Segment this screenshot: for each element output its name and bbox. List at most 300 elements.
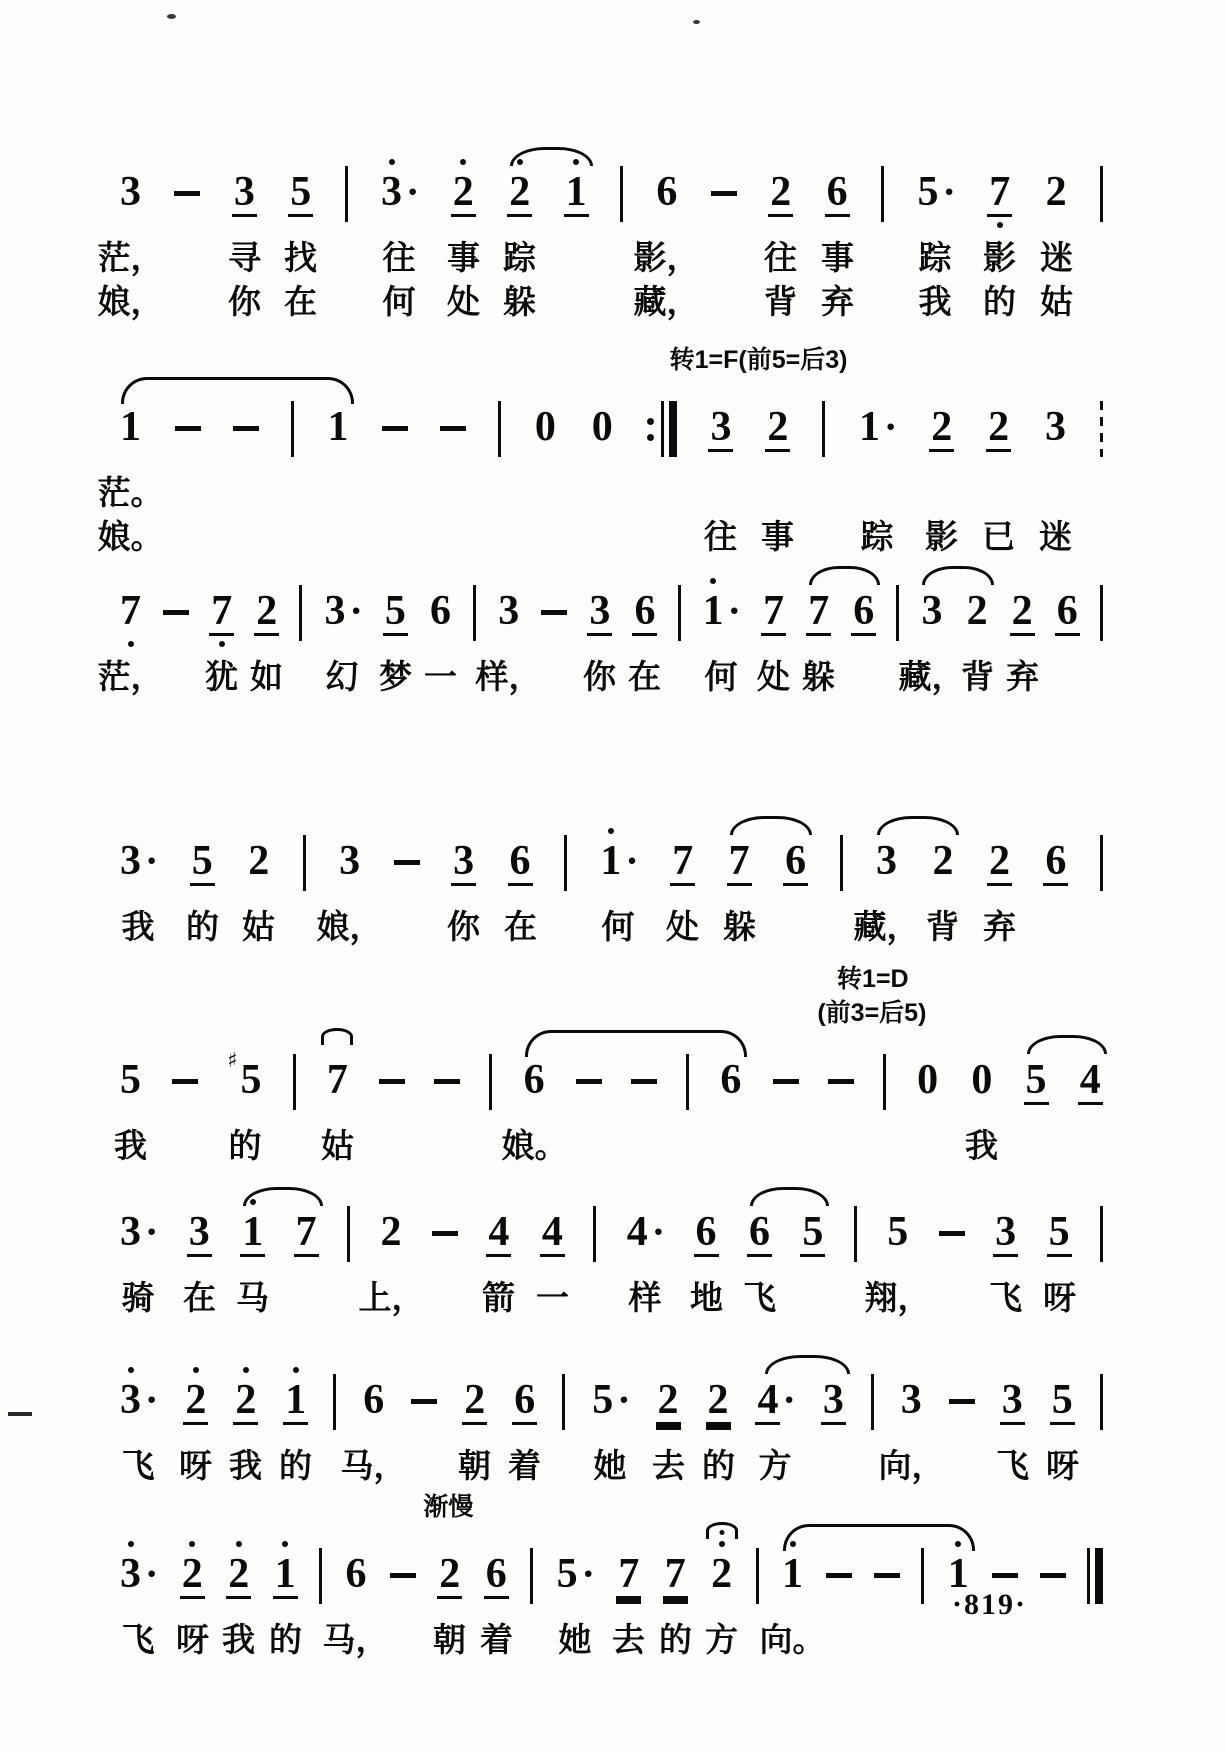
note xyxy=(747,1210,772,1257)
note-digit: 2 xyxy=(180,1552,205,1599)
note xyxy=(1078,1058,1103,1105)
note-digit: 2 xyxy=(507,170,532,217)
note xyxy=(765,405,790,452)
lyric-syllable: 箭 xyxy=(482,1279,515,1316)
note-digit: 2 xyxy=(1045,169,1067,215)
octave-dot-high xyxy=(460,159,466,165)
dash-note xyxy=(172,1079,198,1084)
note xyxy=(874,839,899,883)
augmentation-dot: · xyxy=(651,1209,666,1254)
note-digit: 2 xyxy=(932,838,954,884)
note xyxy=(780,1552,805,1596)
note xyxy=(118,1058,143,1102)
lyric-syllable: 我 xyxy=(121,908,155,945)
lyric-syllable: 呀 xyxy=(1043,1279,1076,1316)
lyric-syllable: 寻 xyxy=(228,239,261,276)
note xyxy=(294,1210,319,1257)
lyric-syllable: 呀 xyxy=(179,1447,212,1484)
note-digit: 4 xyxy=(1079,1057,1101,1103)
note xyxy=(233,1378,258,1425)
lyric-syllable: 我 xyxy=(222,1621,255,1658)
lyric-row xyxy=(97,280,1103,324)
annotation-row xyxy=(118,343,1103,377)
note-digit: 7 xyxy=(763,588,785,634)
barline xyxy=(881,166,884,222)
lyric-syllable: 如 xyxy=(250,658,283,695)
note-digit: 0 xyxy=(534,404,556,450)
note-digit: 7 xyxy=(808,588,830,634)
note-digit: 2 xyxy=(707,1377,729,1423)
lyric-syllable: 一 xyxy=(536,1279,569,1316)
note-digit: 1 xyxy=(780,1552,805,1596)
slur-tie-arc xyxy=(783,1524,975,1551)
augmentation-dot: · xyxy=(625,838,639,883)
lyric-syllable: 马， xyxy=(322,1621,389,1658)
note xyxy=(343,1552,368,1596)
lyric-syllable: 背 xyxy=(961,658,994,695)
note-digit: 6 xyxy=(523,1057,545,1103)
lyric-syllable: 踪 xyxy=(918,239,952,276)
note xyxy=(486,1210,511,1257)
barline xyxy=(319,1548,322,1604)
note xyxy=(118,405,143,449)
note xyxy=(322,589,362,633)
augmentation-dot: · xyxy=(727,588,741,633)
music-system xyxy=(97,343,1103,559)
lyric-syllable: 躲 xyxy=(723,908,756,945)
scan-speck xyxy=(167,14,176,19)
dash-note xyxy=(440,426,466,431)
augmentation-dot: · xyxy=(145,1377,159,1422)
lyric-syllable: 弃 xyxy=(983,908,1016,945)
note-digit: 6 xyxy=(430,588,451,634)
note xyxy=(325,1058,350,1102)
note-digit: 5 xyxy=(290,169,312,215)
note-digit: 6 xyxy=(634,588,656,634)
note xyxy=(1024,1058,1049,1105)
note-digit: 7 xyxy=(209,589,234,636)
note xyxy=(616,1552,641,1599)
note xyxy=(540,1210,565,1257)
note xyxy=(428,589,453,633)
music-systems xyxy=(97,142,1103,1662)
note xyxy=(632,589,657,636)
lyric-syllable: 事 xyxy=(821,239,854,276)
dash-note xyxy=(541,610,567,615)
note-digit: 6 xyxy=(1056,588,1078,634)
lyric-syllable: 你 xyxy=(583,658,616,695)
note xyxy=(706,1378,731,1425)
dash-note xyxy=(163,610,189,615)
barline xyxy=(564,835,567,891)
lyric-syllable: 迷 xyxy=(1039,518,1072,555)
lyric-syllable: 已 xyxy=(982,518,1015,555)
note-digit: 2 xyxy=(966,588,988,634)
slur-tie-arc xyxy=(1027,1035,1107,1054)
lyric-syllable: 样 xyxy=(628,1279,662,1316)
barline xyxy=(333,1374,336,1430)
music-system xyxy=(118,1182,1103,1320)
barline xyxy=(840,835,843,891)
annotation-row xyxy=(118,1490,1103,1524)
slur-tie-arc xyxy=(510,147,593,166)
lyric-syllable: 娘， xyxy=(316,908,383,945)
lyric-syllable: 飞 xyxy=(743,1279,776,1316)
note-digit: 5 xyxy=(120,1057,141,1103)
augmentation-dot: · xyxy=(145,1551,159,1596)
note-digit: 5 xyxy=(917,169,939,215)
note-digit: 1 xyxy=(283,1378,308,1425)
lyric-syllable: 躲 xyxy=(802,658,835,695)
octave-dot-high xyxy=(293,1367,299,1373)
note xyxy=(508,839,533,886)
note-digit: 0 xyxy=(971,1057,993,1103)
barline xyxy=(854,1206,857,1262)
lyric-syllable: 的 xyxy=(983,283,1016,320)
barline xyxy=(293,1054,296,1110)
note xyxy=(800,1210,825,1257)
note-digit: 2 xyxy=(451,170,476,217)
augmentation-dot: · xyxy=(406,169,420,214)
note-digit: 2 xyxy=(464,1377,486,1423)
note-digit: 1 xyxy=(273,1552,298,1599)
lyric-syllable: 你 xyxy=(228,283,261,320)
note xyxy=(451,839,476,886)
lyric-syllable: 幻 xyxy=(325,658,359,695)
note xyxy=(209,589,234,636)
note-digit: 3 xyxy=(921,588,943,634)
barline xyxy=(896,585,899,641)
lyric-syllable: 向， xyxy=(878,1447,945,1484)
barline xyxy=(498,401,501,457)
note-digit: 2 xyxy=(657,1377,679,1423)
barline xyxy=(678,585,681,641)
note-digit: 3 xyxy=(900,1377,922,1423)
lyric-syllable: 呀 xyxy=(176,1621,209,1658)
note xyxy=(587,589,612,636)
note xyxy=(226,1552,251,1599)
note xyxy=(1000,1378,1025,1425)
scan-speck xyxy=(693,20,700,24)
note xyxy=(273,1552,298,1599)
lyric-syllable: 犹 xyxy=(205,658,238,695)
barline xyxy=(347,1206,350,1262)
note xyxy=(755,1378,795,1425)
note xyxy=(325,405,350,449)
note xyxy=(768,170,793,217)
notes-row xyxy=(118,561,1103,655)
note-digit: 3 xyxy=(120,1209,141,1255)
note-digit: 6 xyxy=(826,169,848,215)
note xyxy=(965,589,990,633)
lyric-syllable: 朝 xyxy=(433,1621,466,1658)
lyric-syllable: 的 xyxy=(186,908,219,945)
barline xyxy=(345,166,348,222)
note xyxy=(598,839,638,883)
lyric-syllable: 你 xyxy=(447,908,480,945)
note-digit: 5 xyxy=(1051,1377,1073,1423)
note-digit: 5 xyxy=(556,1551,578,1597)
lyric-syllable: 躲 xyxy=(503,283,536,320)
note xyxy=(930,839,955,883)
note-digit: 0 xyxy=(591,404,613,450)
lyric-syllable: 何 xyxy=(601,908,635,945)
lyric-syllable: 方 xyxy=(758,1447,792,1484)
lyric-syllable: 着 xyxy=(480,1621,513,1658)
note-digit: 1 xyxy=(240,1210,265,1257)
note xyxy=(590,1378,630,1422)
lyric-syllable: 我 xyxy=(918,283,952,320)
note xyxy=(885,1210,910,1254)
dash-note xyxy=(828,1079,854,1084)
slur-tie-arc xyxy=(121,377,354,404)
note xyxy=(709,1552,734,1596)
note xyxy=(1050,1378,1075,1425)
note xyxy=(564,170,589,217)
dash-note xyxy=(434,1079,460,1084)
lyric-syllable: 呀 xyxy=(1046,1447,1079,1484)
note-digit: 6 xyxy=(720,1057,742,1103)
lyric-syllable: 影， xyxy=(633,239,700,276)
slur-tie-arc xyxy=(922,566,994,585)
note xyxy=(507,170,532,217)
note xyxy=(183,1378,208,1425)
lyric-syllable: 处 xyxy=(757,658,790,695)
dashed-barline xyxy=(1100,401,1103,457)
note xyxy=(857,405,897,449)
augmentation-dot: · xyxy=(942,169,956,214)
slur-tie-arc xyxy=(525,1030,747,1057)
note xyxy=(361,1378,386,1422)
notes-row xyxy=(118,811,1103,905)
lyric-syllable: 骑 xyxy=(121,1279,155,1316)
lyric-syllable: 在 xyxy=(504,908,537,945)
slur-tie-arc xyxy=(765,1355,850,1374)
note xyxy=(187,1210,212,1257)
barline xyxy=(562,1374,565,1430)
note-digit: 7 xyxy=(728,838,750,884)
lyric-syllable: 藏， xyxy=(853,908,920,945)
lyric-syllable: 茫， xyxy=(97,239,164,276)
repeat-end-barline xyxy=(647,401,677,457)
barline xyxy=(686,1054,689,1110)
lyric-syllable: 背 xyxy=(926,908,959,945)
music-system xyxy=(97,142,1103,324)
lyric-syllable: 的 xyxy=(279,1447,312,1484)
note xyxy=(232,170,257,217)
note-digit: 3 xyxy=(379,170,404,214)
note-digit: 1 xyxy=(564,170,589,217)
note xyxy=(379,170,419,214)
note xyxy=(462,1378,487,1425)
lyric-syllable: 处 xyxy=(447,283,480,320)
music-system xyxy=(114,962,1103,1168)
note xyxy=(986,405,1011,452)
lyric-syllable: 藏， xyxy=(633,283,700,320)
lyric-syllable: 藏， xyxy=(898,658,965,695)
note xyxy=(451,170,476,217)
lyric-syllable: 飞 xyxy=(996,1447,1029,1484)
note-digit: 5 xyxy=(592,1377,614,1423)
note-digit: 7 xyxy=(672,838,694,884)
note-digit: 7 xyxy=(118,589,143,633)
note xyxy=(383,589,408,636)
octave-dot-low xyxy=(128,641,134,647)
lyric-syllable: 马， xyxy=(340,1447,407,1484)
lyric-syllable: 地 xyxy=(690,1279,723,1316)
note-digit: 2 xyxy=(226,1552,251,1599)
slur-tie-arc xyxy=(809,566,880,585)
lyric-row xyxy=(97,515,1103,559)
note xyxy=(118,170,143,214)
augmentation-dot: · xyxy=(782,1377,796,1422)
dash-note xyxy=(394,860,420,865)
lyric-syllable: 往 xyxy=(382,239,416,276)
music-system xyxy=(118,1350,1103,1488)
note-digit: 7 xyxy=(295,1209,317,1255)
lyric-syllable: 在 xyxy=(284,283,317,320)
octave-dot-low xyxy=(219,641,225,647)
note xyxy=(625,1210,665,1254)
music-system xyxy=(118,1490,1103,1662)
dash-note xyxy=(1040,1573,1066,1578)
lyric-syllable: 事 xyxy=(447,239,480,276)
note xyxy=(246,839,271,883)
barline xyxy=(291,401,294,457)
note-digit: 1 xyxy=(327,404,349,450)
lyric-syllable: 姑 xyxy=(242,908,275,945)
lyric-syllable: 何 xyxy=(704,658,738,695)
note-digit: 6 xyxy=(853,588,875,634)
barline xyxy=(1100,1206,1103,1262)
note-digit: 6 xyxy=(695,1209,717,1255)
slur-tie-arc xyxy=(243,1187,323,1206)
dash-note xyxy=(390,1573,416,1578)
octave-dot-high xyxy=(189,1541,195,1547)
note xyxy=(180,1552,205,1599)
lyric-syllable: 样， xyxy=(475,658,542,695)
barline xyxy=(822,401,825,457)
augmentation-dot: · xyxy=(581,1551,595,1596)
lyric-syllable: 飞 xyxy=(989,1279,1022,1316)
lyric-syllable: 上， xyxy=(358,1279,425,1316)
note-digit: 1 xyxy=(120,404,141,450)
note-digit: 7 xyxy=(987,170,1012,217)
note xyxy=(783,839,808,886)
note xyxy=(899,1378,924,1422)
dash-note xyxy=(992,1573,1018,1578)
lyric-syllable: 茫。 xyxy=(97,474,164,511)
notes-row xyxy=(118,142,1103,236)
note-digit: 5 xyxy=(887,1209,909,1255)
note-digit: 5 xyxy=(240,1057,262,1103)
lyric-syllable: 迷 xyxy=(1040,239,1073,276)
note xyxy=(915,170,955,214)
note-digit: 6 xyxy=(345,1551,367,1597)
octave-dot-high xyxy=(128,1367,134,1373)
lyric-syllable: 她 xyxy=(558,1621,592,1658)
note xyxy=(993,1210,1018,1257)
lyric-syllable: 找 xyxy=(284,239,317,276)
slur-tie-arc xyxy=(750,1187,829,1206)
lyric-syllable: 向。 xyxy=(759,1621,826,1658)
note xyxy=(654,170,679,214)
lyric-row xyxy=(97,236,1103,280)
note-digit: 3 xyxy=(233,169,255,215)
note xyxy=(437,1552,462,1599)
octave-dot-high xyxy=(193,1367,199,1373)
note xyxy=(987,170,1012,217)
note-digit: 3 xyxy=(822,1377,844,1423)
lyric-syllable: 我 xyxy=(114,1127,147,1164)
key-change-d: 转1=D xyxy=(837,965,909,993)
note-digit: 5 xyxy=(1048,1209,1070,1255)
barline xyxy=(303,835,306,891)
repeat-dots xyxy=(647,418,654,441)
octave-dot-high xyxy=(128,1541,134,1547)
lyric-row xyxy=(114,1124,1103,1168)
note-digit: 4 xyxy=(757,1377,779,1423)
lyric-row xyxy=(118,1444,1103,1488)
note xyxy=(708,405,733,452)
note xyxy=(190,839,215,886)
note xyxy=(522,1058,547,1102)
note-digit: 2 xyxy=(1011,588,1033,634)
key-change-f: 转1=F(前5=后3) xyxy=(669,346,848,374)
lyric-syllable: 着 xyxy=(508,1447,541,1484)
note xyxy=(590,405,615,449)
note xyxy=(1047,1210,1072,1257)
lyric-syllable: 踪 xyxy=(860,518,894,555)
lyric-syllable: 的 xyxy=(269,1621,302,1658)
note-digit: 3 xyxy=(995,1209,1017,1255)
note-digit: 3 xyxy=(710,404,732,450)
lyric-row xyxy=(118,1618,1103,1662)
note xyxy=(283,1378,308,1425)
note xyxy=(969,1058,994,1102)
scan-artifact-dash xyxy=(8,1412,32,1416)
lyric-syllable: 去 xyxy=(652,1447,685,1484)
lyric-syllable: 的 xyxy=(228,1127,262,1164)
note-digit: 5 xyxy=(1025,1057,1047,1103)
lyric-syllable: 姑 xyxy=(1040,283,1073,320)
note xyxy=(727,839,752,886)
tempo-ritard: 渐慢 xyxy=(423,1493,474,1521)
note-digit: 3 xyxy=(1044,404,1066,450)
note-digit: 4 xyxy=(626,1209,648,1255)
note xyxy=(701,589,741,633)
note-digit: 1 xyxy=(946,1552,971,1596)
lyric-syllable: 娘。 xyxy=(97,518,164,555)
sharp-icon: ♯ xyxy=(227,1048,238,1072)
note xyxy=(987,839,1012,886)
slur-tie-arc xyxy=(877,816,959,835)
annotation-row xyxy=(118,962,1103,996)
augmentation-dot: · xyxy=(349,588,363,633)
note xyxy=(118,839,158,883)
barline xyxy=(756,1548,759,1604)
note-digit: 3 xyxy=(339,838,361,884)
lyric-syllable: 在 xyxy=(183,1279,216,1316)
dash-note xyxy=(631,1079,657,1084)
note-digit: 2 xyxy=(988,404,1010,450)
annotation-row xyxy=(118,996,1103,1030)
notes-row xyxy=(118,1030,1103,1124)
barline xyxy=(299,585,302,641)
lyric-syllable: 在 xyxy=(628,658,661,695)
octave-dot-high xyxy=(608,828,614,834)
lyric-syllable: 弃 xyxy=(1006,658,1039,695)
